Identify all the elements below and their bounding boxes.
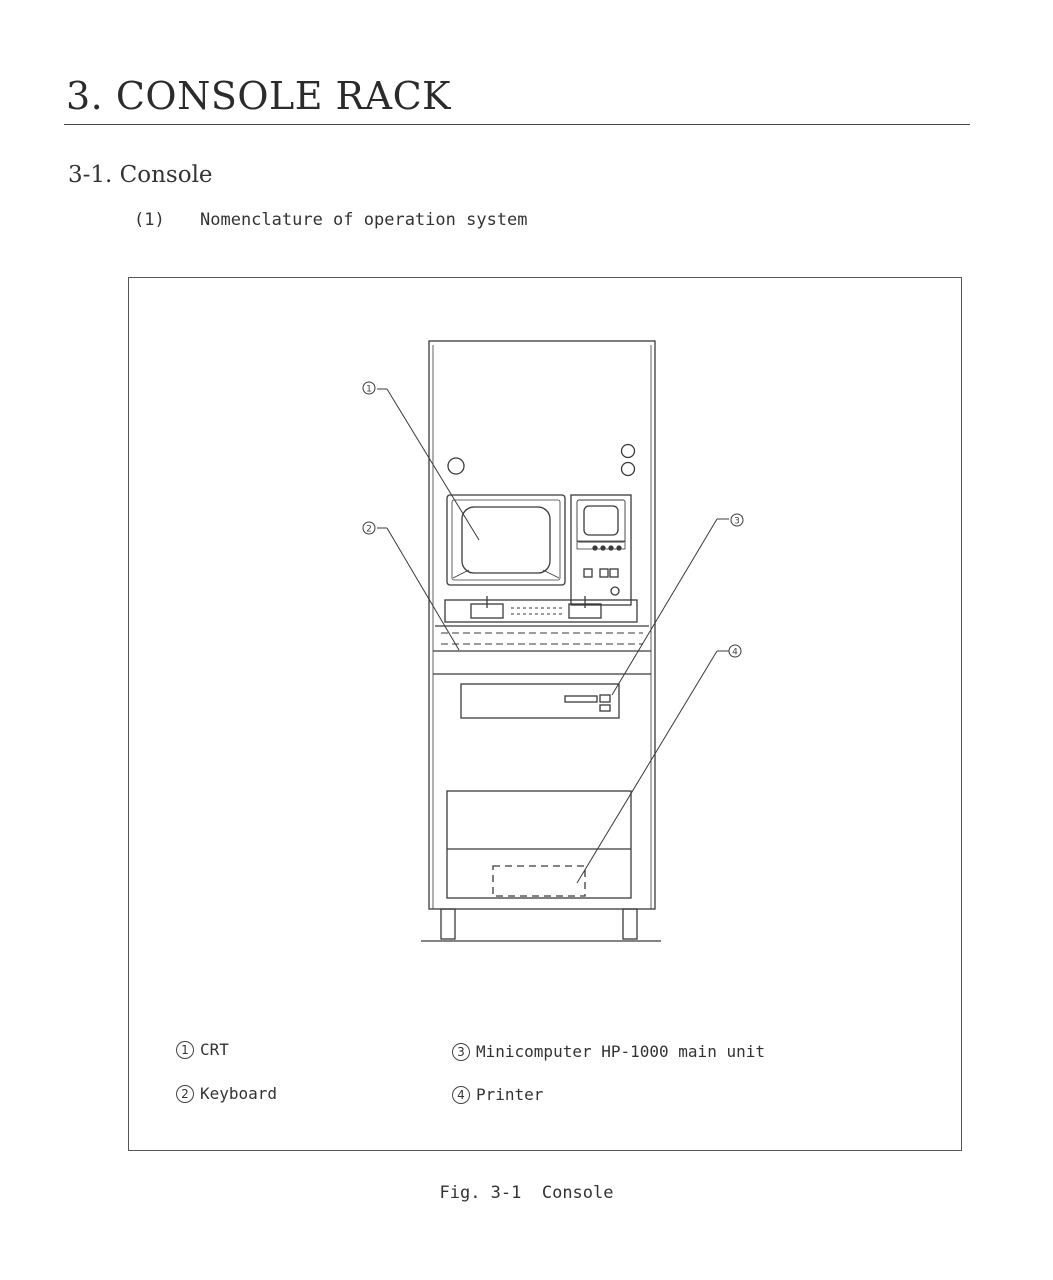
cabinet-outline (429, 341, 655, 909)
callout-2-number: 2 (366, 524, 372, 535)
legend-item-minicomputer (452, 1042, 765, 1061)
left-lamp (448, 458, 464, 474)
callout-3-number: 3 (734, 516, 740, 527)
crt-screen (462, 507, 550, 573)
minicomputer-unit (461, 684, 619, 718)
crt-bezel (447, 495, 565, 585)
legend-item-keyboard (176, 1084, 277, 1103)
printer-outline (493, 866, 585, 896)
callout-1-number: 1 (366, 384, 372, 395)
legend-number-1: 1 (176, 1041, 194, 1059)
legend-item-crt (176, 1040, 229, 1059)
computer-panel (571, 495, 631, 605)
figure-frame (128, 277, 962, 1151)
left-foot (441, 909, 455, 939)
legend-number-4: 4 (452, 1086, 470, 1104)
legend-label-printer: Printer (476, 1085, 544, 1104)
lower-lamp (622, 463, 635, 476)
legend-label-keyboard: Keyboard (200, 1084, 278, 1103)
figure-caption: Fig. 3-1 Console (439, 1183, 614, 1203)
section-title: 3-1. Console (68, 162, 213, 188)
chapter-title: 3. CONSOLE RACK (66, 74, 452, 118)
legend-item-printer (452, 1085, 543, 1104)
console-drawing (129, 278, 963, 1152)
subsection-heading (134, 210, 528, 230)
legend-number-3: 3 (452, 1043, 470, 1061)
small-monitor (584, 506, 618, 535)
callout-4-number: 4 (732, 647, 738, 658)
right-foot (623, 909, 637, 939)
keyboard-tray (445, 600, 637, 622)
subsection-number: (1) (134, 210, 165, 230)
legend-number-2: 2 (176, 1085, 194, 1103)
title-rule (64, 124, 970, 125)
subsection-title: Nomenclature of operation system (200, 210, 528, 230)
legend-label-minicomputer: Minicomputer HP-1000 main unit (476, 1042, 765, 1061)
legend-label-crt: CRT (200, 1040, 229, 1059)
upper-lamp (622, 445, 635, 458)
printer-cabinet (447, 791, 631, 898)
